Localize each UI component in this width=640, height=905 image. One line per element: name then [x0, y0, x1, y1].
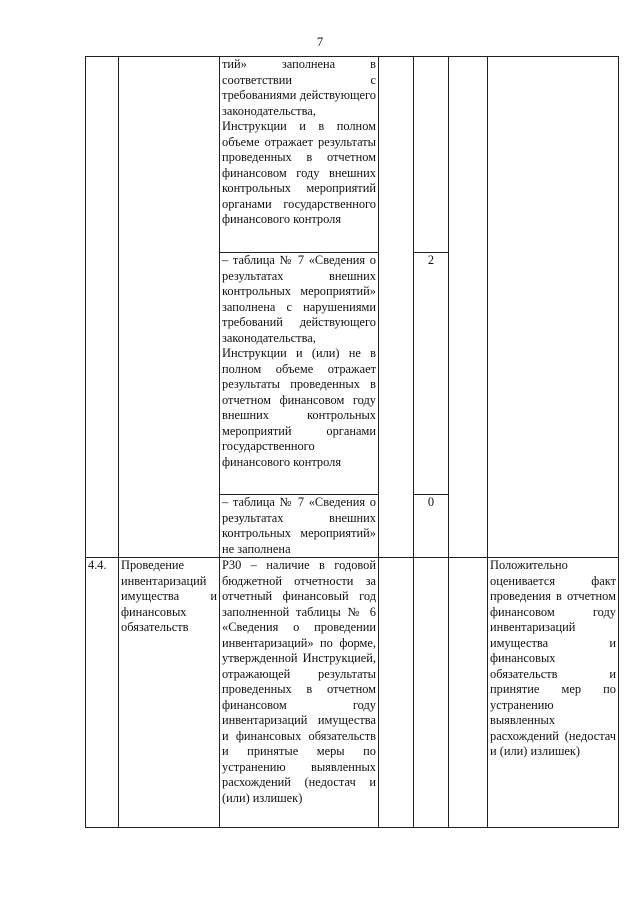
- cell-indicator-name: [119, 495, 220, 558]
- cell-criterion-text: – таблица № 7 «Сведения о результатах внешних контрольных мероприятий» не заполнена: [220, 495, 379, 558]
- cell-empty: [379, 495, 414, 558]
- cell-comment: [488, 495, 619, 558]
- table-row: [86, 495, 619, 558]
- cell-indicator-name: [119, 253, 220, 495]
- cell-number: [86, 495, 119, 558]
- criteria-table: [85, 56, 619, 828]
- cell-score: 2: [414, 253, 449, 495]
- cell-criterion-text: – таблица № 7 «Сведения о результатах внешних контрольных мероприятий» заполнена с нарушениями требований действующего законодательства, Инструкции и (или) не в полном объеме отражает результаты проведенных в отчетном финансовом году внешних контрольных мероприятий органами государственного финансового контроля: [220, 253, 379, 495]
- cell-empty: [449, 253, 488, 495]
- cell-indicator-name: [119, 57, 220, 253]
- cell-score: [414, 57, 449, 253]
- table-row: [86, 558, 619, 828]
- cell-comment: Положительно оценивается факт проведения в отчетном финансовом году инвентаризаций имущества и финансовых обязательств и принятие мер по устранению выявленных расхождений (недостач и (или) излишек): [488, 558, 619, 828]
- cell-empty: [379, 558, 414, 828]
- cell-indicator-name: Проведение инвентаризаций имущества и финансовых обязательств: [119, 558, 220, 828]
- cell-number: [86, 57, 119, 253]
- cell-number: 4.4.: [86, 558, 119, 828]
- cell-empty: [449, 558, 488, 828]
- page-number: 7: [316, 34, 324, 49]
- cell-score: [414, 558, 449, 828]
- cell-empty: [449, 57, 488, 253]
- cell-comment: [488, 253, 619, 495]
- cell-empty: [379, 57, 414, 253]
- cell-criterion-text: тий» заполнена в соответствии с требованиями действующего законодательства, Инструкции и в полном объеме отражает результаты проведенных в отчетном финансовом году внешних контрольных мероприятий органами государственного финансового контроля: [220, 57, 379, 253]
- cell-empty: [379, 253, 414, 495]
- table-row: [86, 57, 619, 253]
- cell-comment: [488, 57, 619, 253]
- cell-empty: [449, 495, 488, 558]
- table-row: [86, 253, 619, 495]
- cell-score: 0: [414, 495, 449, 558]
- cell-number: [86, 253, 119, 495]
- cell-criterion-text: Р30 – наличие в годовой бюджетной отчетности за отчетный финансовый год заполненной таблицы № 6 «Сведения о проведении инвентаризаций» по форме, утвержденной Инструкцией, отражающей результаты проведенных в отчетном финансовом году инвентаризаций имущества и финансовых обязательств и принятые меры по устранению выявленных расхождений (недостач и (или) излишек): [220, 558, 379, 828]
